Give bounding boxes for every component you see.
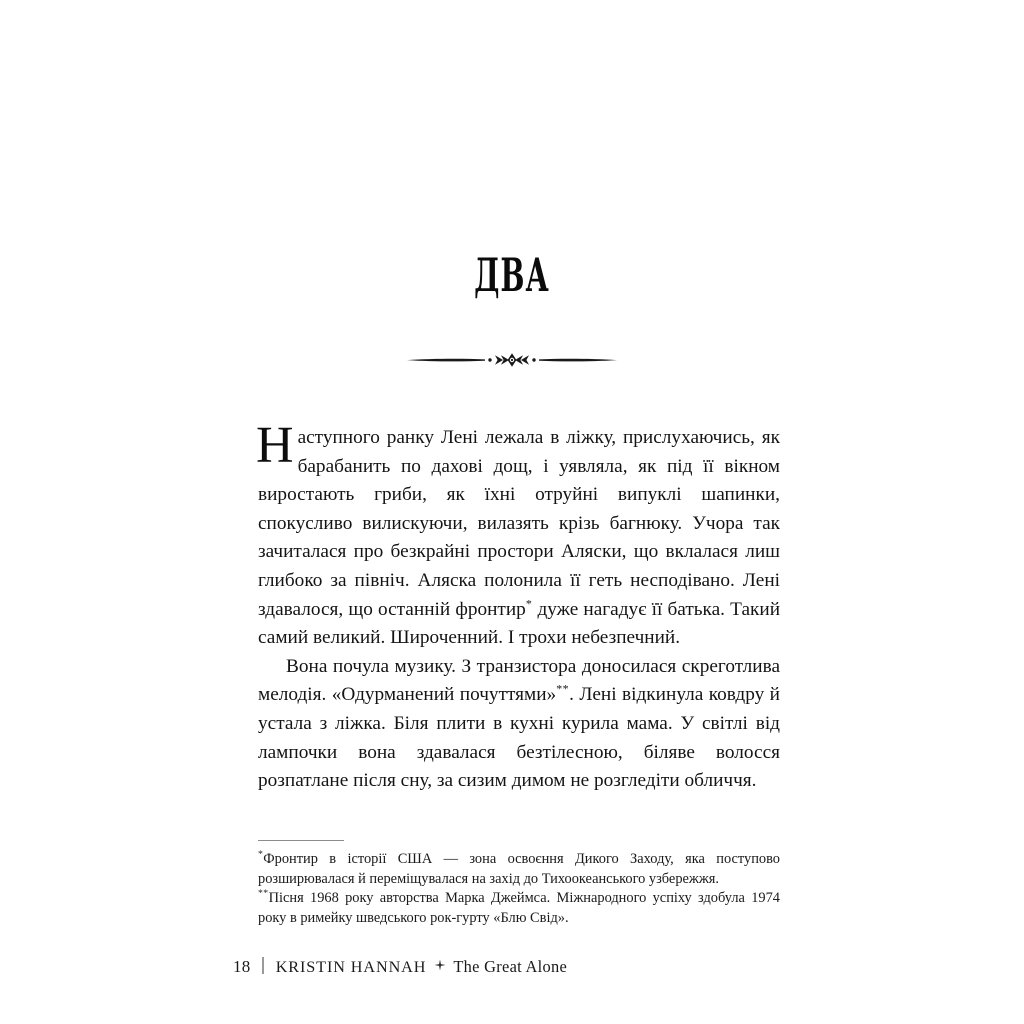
paragraph-1 <box>256 417 781 653</box>
four-pointed-star-icon <box>434 959 446 975</box>
footnote-1-text: Фронтир в історії США — зона освоєння Дикого Заходу, яка поступово розширювалася й переміщувалася на захід до Тихоокеанського узбережжя. <box>258 851 780 887</box>
paragraph-1-text-a: аступного ранку Лені лежала в ліжку, прислухаючись, як барабанить по дахові дощ, і уявляла, як під її вікном виростають гриби, як їхні отруйні випуклі шапинки, спокусливо вилискуючи, вилазять крізь багнюку. Учора так зачиталася про безкрайні простори Аляски, що вклалася лиш глибоко за північ. Аляска полонила її геть несподівано. Лені здавалося, що останній фронтир <box>258 427 780 620</box>
body-text <box>256 417 781 796</box>
running-head-author: KRISTIN HANNAH <box>275 958 427 976</box>
paragraph-2 <box>258 653 780 796</box>
footnote-1 <box>258 850 780 889</box>
footnote-2 <box>258 889 780 928</box>
footnote-2-marker: ** <box>258 888 269 900</box>
chapter-title: ДВА <box>474 248 550 302</box>
page-footer <box>233 955 793 977</box>
footnote-2-text: Пісня 1968 року авторства Марка Джеймса. Міжнародного успіху здобула 1974 року в римейку шведського рок-гурту «Блю Свід». <box>258 890 780 926</box>
drop-cap: Н <box>256 417 294 474</box>
ornamental-divider <box>0 352 1024 368</box>
paragraph-1-text-b: дуже нагадує її батька. Такий самий великий. Широченний. І трохи небезпечний. <box>258 598 781 649</box>
running-head-title: The Great Alone <box>453 957 568 976</box>
chapter-heading <box>0 248 1024 302</box>
footnote-separator-rule <box>258 840 344 841</box>
ornamental-rule-icon <box>405 352 619 368</box>
page-number: 18 <box>233 957 251 976</box>
footnote-marker-1[interactable]: * <box>525 596 533 611</box>
paragraph-2-text-a: Вона почула музику. З транзистора доносилася скреготлива мелодія. «Одурманений почуттями» <box>258 655 780 706</box>
footnote-marker-2[interactable]: ** <box>556 681 570 696</box>
footnote-1-marker: * <box>258 849 264 861</box>
footnotes-section <box>258 840 780 928</box>
star-ornament-icon <box>434 959 446 971</box>
folio-divider-rule <box>262 957 263 974</box>
paragraph-2-text-b: . Лені відкинула ковдру й устала з ліжка. Біля плити в кухні курила мама. У світлі від лампочки вона здавалася безтілесною, біляве волосся розпатлане після сну, за сизим димом не розгледіти обличчя. <box>258 684 780 792</box>
